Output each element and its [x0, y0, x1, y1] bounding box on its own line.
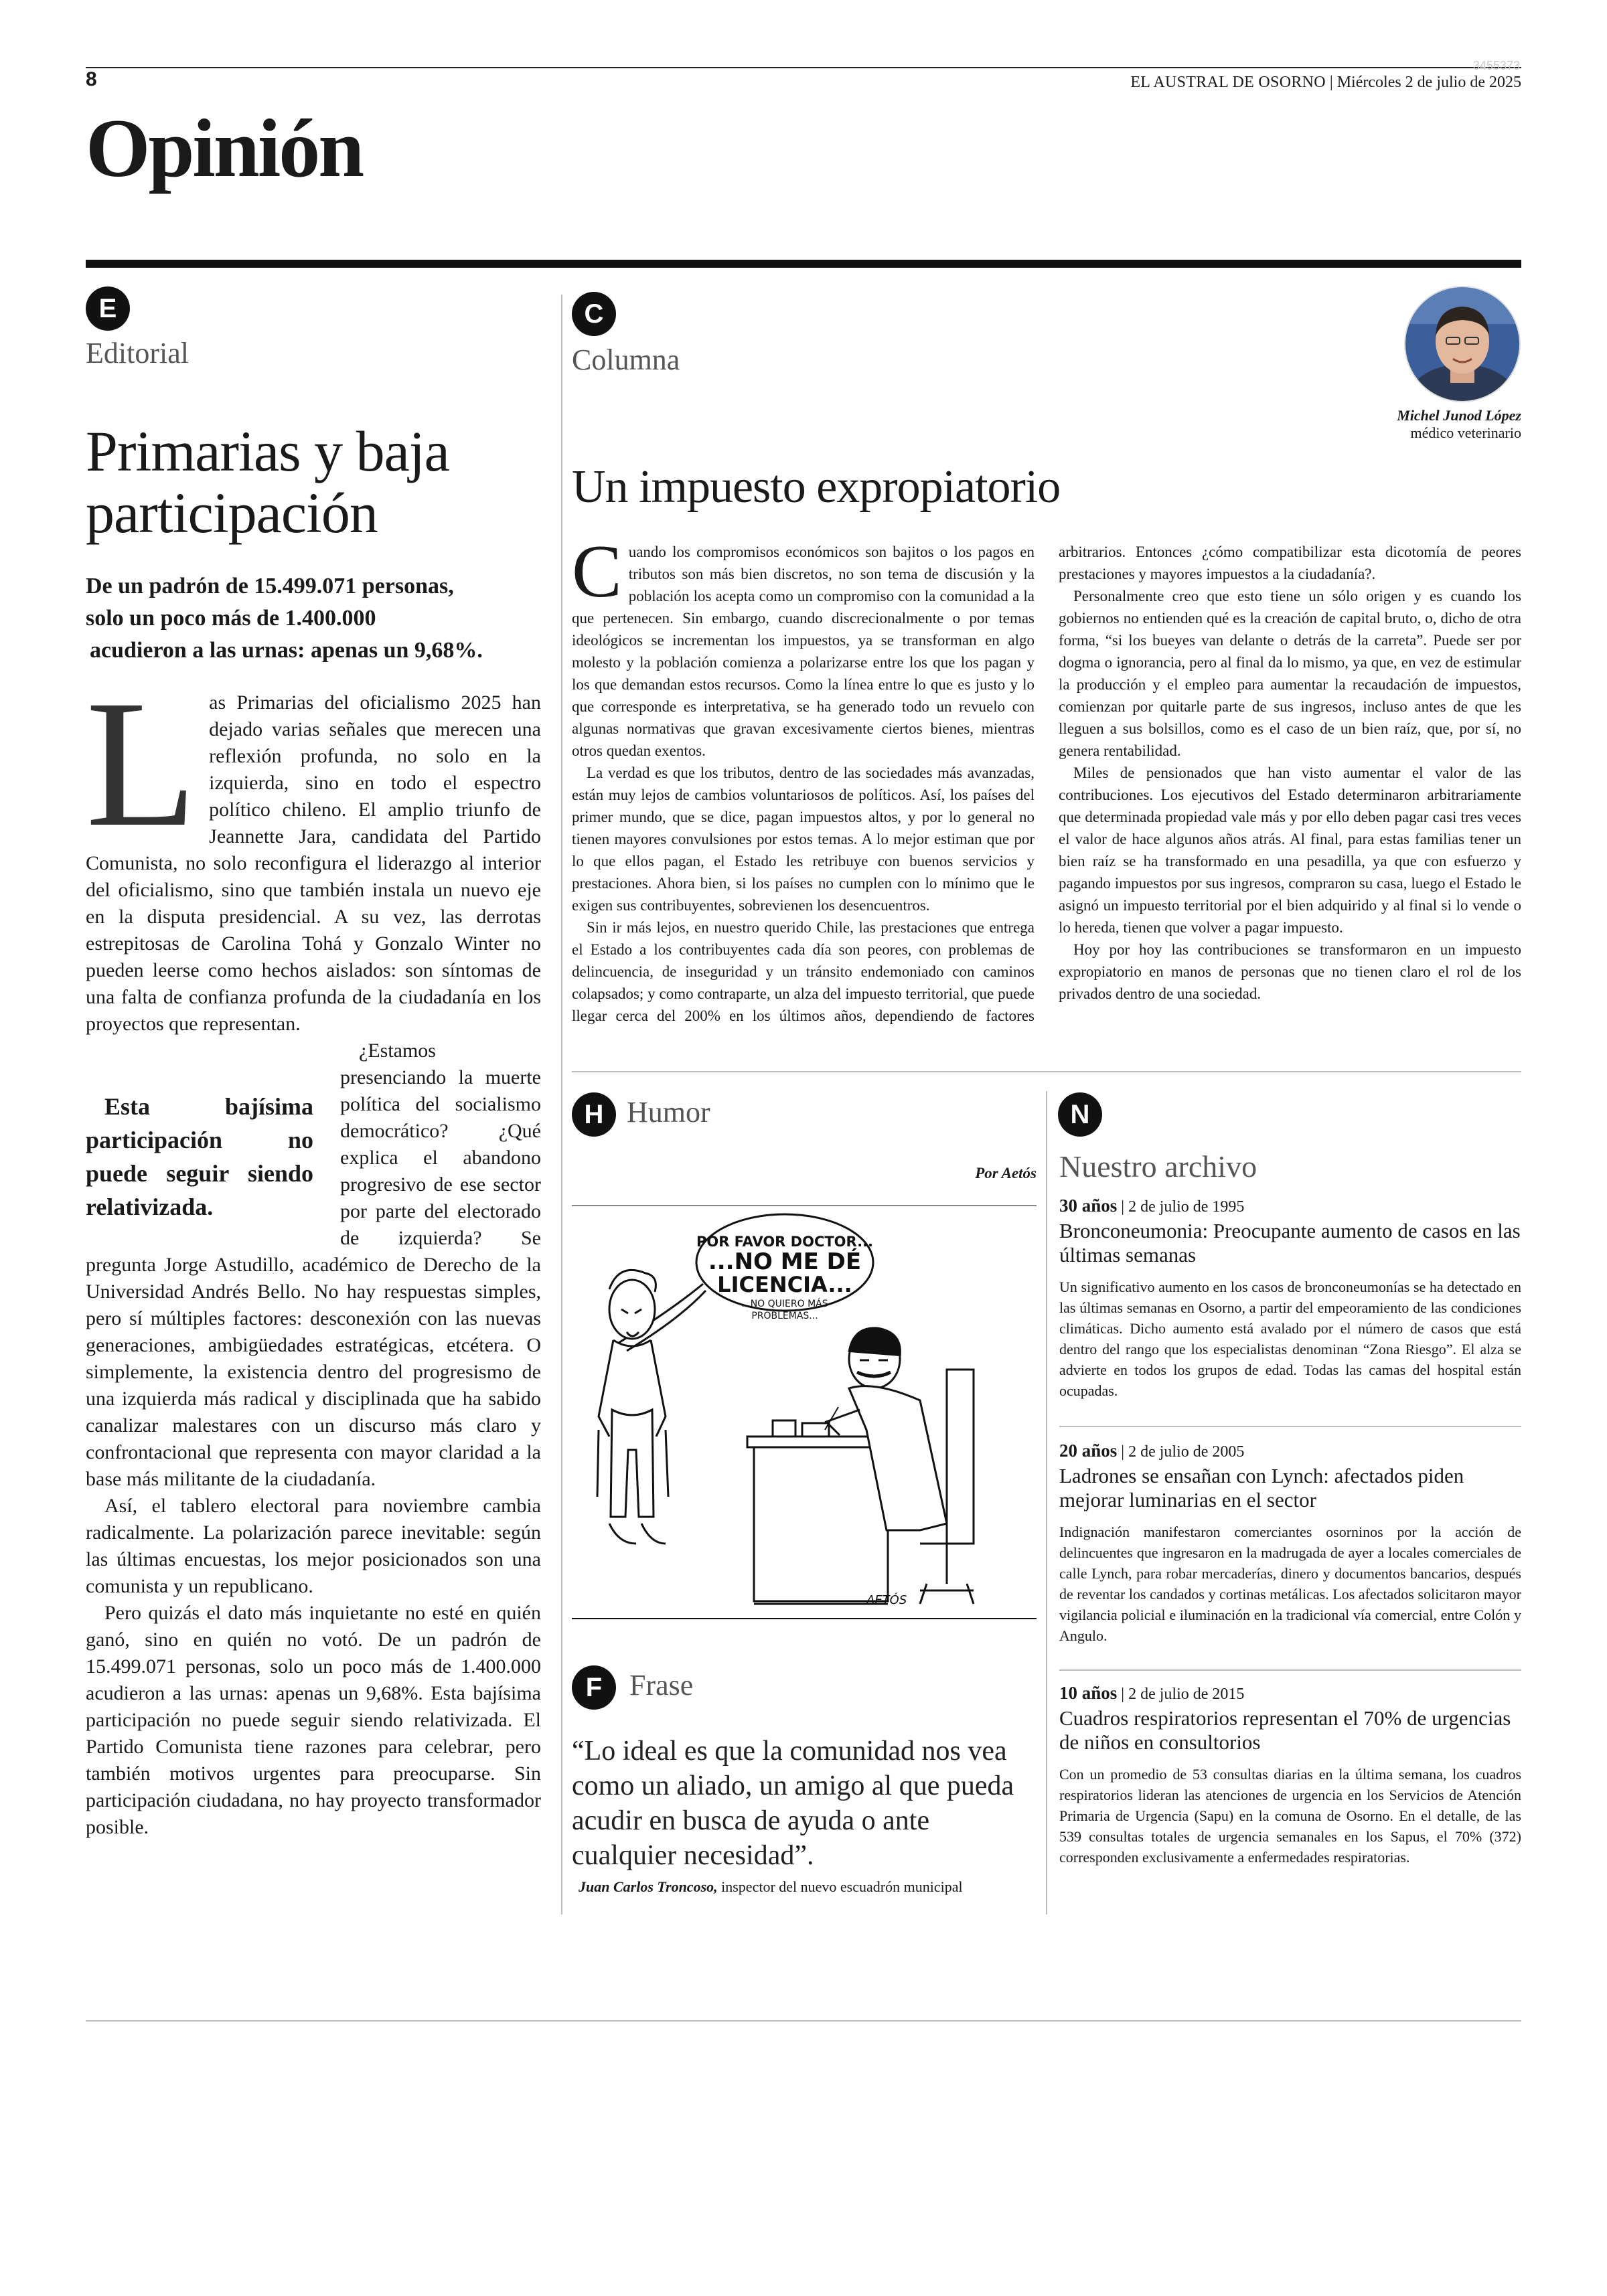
editorial-paragraph-1: as Primarias del oficialismo 2025 han dejado varias señales que merecen una reflexión profunda, no solo en la izquierda, sino en todo el espectro político chileno. El amplio triunfo de Jeannette Jara, candidata del Partido Comunista, no solo reconfigura el liderazgo al interior del oficialismo, sino que también instala un nuevo eje en la disputa presidencial. A su vez, las derrotas estrepitosas de Carolina Tohá y Gonzalo Winter no pueden leerse como hechos aislados: son síntomas de una falta de confianza profunda de la ciudadanía en los proyectos que representan. [86, 691, 541, 1035]
editorial-headline-line1: Primarias y baja [86, 419, 449, 483]
humor-byline: Por Aetós [975, 1165, 1037, 1181]
columna-paragraph-4: Personalmente creo que esto tiene un sólo origen y es cuando los gobiernos no entienden qué es la creación de capital bruto, o, dicho de otra forma, “si los bueyes van delante o detrás de la carreta”. Puede ser por dogma o ignorancia, pero al final da lo mismo, ya que, en vez de estimular la producción y el empleo para aumentar la recaudación de impuestos, comienzan por quitarle parte de sus ingresos, incluso antes de que les lleguen a sus bolsillos, como es el caso de un bien raíz, que, por sí, no genera rentabilidad. [1059, 588, 1521, 759]
section-rule [86, 260, 1521, 268]
editorial-body [86, 663, 541, 1841]
editorial-dropcap: L [86, 663, 198, 864]
author-role: médico veterinario [1410, 424, 1521, 441]
archive-stamp: 3455373 [1472, 59, 1520, 72]
editorial-pull-quote: Esta bajísima participación no puede seguir siendo relativizada. [86, 1093, 313, 1220]
archive-item-headline: Ladrones se ensañan con Lynch: afectados piden mejorar luminarias en el sector [1059, 1464, 1464, 1511]
archive-item-headline: Cuadros respiratorios representan el 70% de urgencias de niños en consultorios [1059, 1706, 1511, 1754]
masthead [1130, 74, 1521, 92]
humor-cartoon [572, 1209, 1037, 1624]
editorial-paragraph-3: Así, el tablero electoral para noviembre cambia radicalmente. La polarización parece inevitable: según las últimas encuestas, los mejor posicionados son una comunista y un republicano. [86, 1495, 541, 1597]
columna-kicker: Columna [572, 343, 680, 376]
columna-paragraph-3: Sin ir más lejos, en nuestro querido Chile, las prestaciones que entrega el Estado a los contribuyentes cada día son peores, con problemas de delincuencia, de inseguridad y un tránsito endemoniado con caminos colapsados; y como contraparte, un alza del impuesto territorial, que puede llegar cerca del 200% en los últimos años, dependiendo de factores arbitrarios. Entonces ¿cómo compatibilizar esta dicotomía de peores prestaciones y mayores impuestos a la ciudadanía?. [572, 544, 1521, 1024]
column-divider-right [1046, 1091, 1047, 1914]
bubble-text-line3: LICENCIA... [717, 1272, 852, 1297]
row-divider [572, 1071, 1521, 1072]
frase-kicker: Frase [629, 1669, 694, 1702]
editorial-paragraph-4: Pero quizás el dato más inquietante no esté en quién ganó, sino en quién no votó. De un padrón de 15.499.071 personas, solo un poco más de 1.400.000 acudieron a las urnas: apenas un 9,68%. Esta bajísima participación no puede seguir siendo relativizada. El Partido Comunista tiene razones para celebrar, pero también motivos urgentes para preocuparse. Sin participación ciudadana, no hay proyecto transformador posible. [86, 1602, 541, 1838]
frase-source-role: inspector del nuevo escuadrón municipal [717, 1878, 963, 1895]
section-title: Opinión [86, 102, 363, 194]
archive-divider [1059, 1426, 1521, 1427]
columna-badge: C [572, 292, 616, 336]
frase-quote: “Lo ideal es que la comunidad nos vea como un aliado, un amigo al que pueda acudir en busca de ayuda o ante cualquier necesidad”. [572, 1736, 1014, 1871]
publication-date: Miércoles 2 de julio de 2025 [1336, 74, 1521, 91]
bottom-rule [86, 2020, 1521, 2022]
archivo-kicker: Nuestro archivo [1059, 1149, 1257, 1183]
editorial-deck [86, 570, 554, 667]
humor-kicker: Humor [627, 1096, 710, 1129]
cartoon-signature: AETÓS [866, 1593, 907, 1607]
cartoon-top-rule [572, 1205, 1037, 1206]
archive-item-meta: 10 años | 2 de julio de 2015 [1059, 1683, 1245, 1703]
archive-item-meta: 20 años | 2 de julio de 2005 [1059, 1441, 1245, 1461]
editorial-kicker: Editorial [86, 337, 189, 370]
author-name: Michel Junod López [1397, 407, 1521, 424]
column-divider-left [561, 295, 562, 1914]
page-number: 8 [86, 68, 97, 90]
top-rule [86, 67, 1521, 68]
archive-item [1059, 1683, 1521, 1868]
masthead-separator: | [1329, 74, 1337, 91]
archive-item-body: Un significativo aumento en los casos de bronconeumonías se ha detectado en las últimas semanas en Osorno, a partir del empeoramiento de las condiciones climáticas. Dicho aumento está avalado por el número de casos que está dentro del rango que los especialistas denominan “Zona Riesgo”. El alza se advierte en todos los grupos de edad. Todas las camas del hospital están ocupadas. [1059, 1279, 1521, 1399]
patient-figure [597, 1270, 668, 1544]
archive-divider [1059, 1669, 1521, 1671]
archive-item [1059, 1441, 1521, 1646]
author-photo [1402, 284, 1523, 404]
publication-name: EL AUSTRAL DE OSORNO [1130, 74, 1326, 91]
editorial-deck-line3: acudieron a las urnas: apenas un 9,68%. [90, 638, 483, 663]
author-byline [1253, 407, 1521, 442]
frase-source [579, 1878, 1041, 1896]
frase-badge: F [572, 1665, 616, 1710]
humor-badge: H [572, 1092, 616, 1137]
archive-item-headline: Bronconeumonia: Preocupante aumento de casos en las últimas semanas [1059, 1219, 1521, 1266]
editorial-paragraph-2: Esta bajísima participación no puede seguir siendo relativizada. ¿Estamos presenciando la muerte política del socialismo democrático? ¿Qué explica el abandono progresivo de ese sector por parte del electorado de izquierda? Se pregunta Jorge Astudillo, académico de Derecho de la Universidad Andrés Bello. No hay respuestas simples, pero sí múltiples factores: desconexión con las nuevas generaciones, ambigüedades estratégicas, etcétera. O simplemente, la existencia dentro del progresismo de una izquierda más radical y disciplinada que ha sabido canalizar malestares con un discurso más claro y confrontacional que representa con mayor claridad a la base más militante de la ciudadanía. [86, 1040, 541, 1490]
columna-paragraph-2: La verdad es que los tributos, dentro de las sociedades más avanzadas, están muy lejos de cambios voluntariosos de políticos. Así, los países del primer mundo, que se dice, pagan impuestos altos, y por lo general no tienen mayores convulsiones por estos temas. A lo mejor estiman que por lo que ellos pagan, el Estado les retribuye con buenos servicios y prestaciones. Ahora bien, si los países no cumplen con lo mínimo que le exigen sus contribuyentes, sobrevienen los desencuentros. [572, 764, 1035, 914]
editorial-headline-line2: participación [86, 481, 378, 545]
columna-paragraph-5: Miles de pensionados que han visto aumentar el valor de las contribuciones. Los ejecutivos del Estado determinaron arbitrariamente que determinada propiedad vale más y por ello deben pagar casi tres veces el valor de hace algunos años atrás. Al final, para estas familias tener un bien raíz se ha transformado en una pesadilla, ya que con esfuerzo y pagando impuestos por sus ingresos, compraron su casa, luego el Estado le asignó un impuesto territorial por el bien adquirido y al final si lo vende o lo hereda, tienen que volver a pagar impuesto. [1059, 764, 1521, 936]
bubble-text-line1: POR FAVOR DOCTOR... [696, 1234, 874, 1250]
archive-item-meta: 30 años | 2 de julio de 1995 [1059, 1196, 1245, 1216]
archive-item [1059, 1196, 1521, 1401]
editorial-deck-line2: solo un poco más de 1.400.000 [86, 606, 376, 631]
editorial-headline [86, 420, 548, 544]
columna-dropcap: C [572, 530, 622, 613]
columna-headline: Un impuesto expropiatorio [572, 461, 1061, 513]
columna-body [572, 530, 1521, 1027]
frase-source-name: Juan Carlos Troncoso, [579, 1878, 718, 1895]
bubble-text-line5: PROBLEMAS... [751, 1311, 818, 1321]
archive-item-body: Indignación manifestaron comerciantes osorninos por la acción de delincuentes que ingresaron en la madrugada de ayer a locales comerciales de calle Lynch, para robar mercaderías, dinero y documentos bancarios, después de reventar los candados y cortinas metálicas. Los afectados solicitaron mayor vigilancia policial e iluminación en la tradicional vía comercial, entre Colón y Angulo. [1059, 1524, 1521, 1644]
editorial-deck-line1: De un padrón de 15.499.071 personas, [86, 574, 454, 598]
bubble-text-line4: ...NO QUIERO MÁS [741, 1299, 828, 1309]
editorial-badge: E [86, 286, 130, 331]
bubble-text-line2: ...NO ME DÉ [708, 1248, 862, 1275]
columna-paragraph-1: uando los compromisos económicos son bajitos o los pagos en tributos son más bien discretos, no son tema de discusión y la población los acepta como un compromiso con la comunidad a la que pertenecen. Sin embargo, cuando discrecionalmente o por temas ideológicos se incrementan los impuestos, ya se transforman en algo molesto y la población comienza a polarizarse entre los que los pagan y los que demandan estos recursos. Como la línea entre lo que es justo y lo que corresponde es interpretativa, se ha generado todo un revuelo con algunas normativas que gravan excesivamente ciertos bienes, mientras otros quedan exentos. [572, 544, 1035, 759]
columna-paragraph-6: Hoy por hoy las contribuciones se transformaron en un impuesto expropiatorio en manos de personas que no tienen claro el rol de los privados dentro de una sociedad. [1059, 941, 1521, 1002]
archive-item-body: Con un promedio de 53 consultas diarias en la última semana, los cuadros respiratorios lideran las atenciones de urgencia en los Servicios de Atención Primaria de Urgencia (Sapu) en la comuna de Osorno. En el detalle, de las 539 consultas totales de urgencia semanales en los Sapus, el 70% (372) corresponden exclusivamente a enfermedades respiratorias. [1059, 1766, 1521, 1866]
archivo-badge: N [1058, 1092, 1102, 1137]
